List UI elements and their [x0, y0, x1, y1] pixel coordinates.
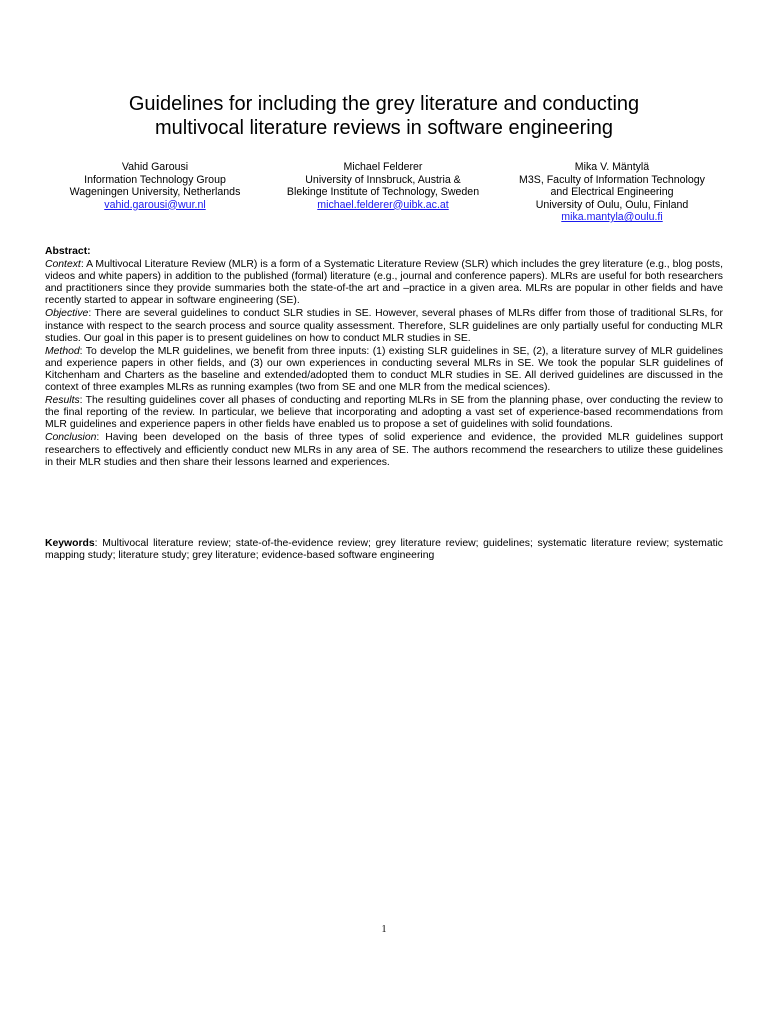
author-block-felderer: [268, 161, 498, 211]
keywords-text: : Multivocal literature review; state-of-the-evidence review; grey literature review; guidelines; systematic literature review; systematic mapping study; literature study; grey literature; evidence-based software engineering: [45, 538, 723, 562]
author-email-link[interactable]: michael.felderer@uibk.ac.at: [317, 198, 449, 211]
context-text: : A Multivocal Literature Review (MLR) is a form of a Systematic Literature Review (SLR) which includes the grey literature (e.g., blog posts, videos and white papers) in addition to the published (formal) literature (e.g., journal and conference papers). MLRs are useful for both researchers and practitioners since they provide summaries both the state-of-the art and –practice in a given area. MLRs are popular in other fields and have recently started to appear in software engineering (SE).: [45, 259, 723, 307]
author-affiliation: Blekinge Institute of Technology, Sweden: [286, 186, 480, 198]
author-affiliation: University of Innsbruck, Austria &: [305, 173, 461, 186]
author-name: Mika V. Mäntylä: [574, 161, 650, 173]
author-affiliation: and Electrical Engineering: [550, 186, 674, 198]
author-block-mantyla: [497, 161, 727, 224]
paper-title: [60, 92, 708, 140]
abstract-heading: Abstract:: [45, 246, 91, 257]
results-text: : The resulting guidelines cover all phases of conducting and reporting MLRs in SE from the planning phase, over conducting the review to the final reporting of the review. In particular, we believe that incorporating and adopting a vast set of experience-based recommendations from MLR guidelines and experience papers in other fields have enabled us to propose a set of guidelines with solid foundations.: [45, 395, 723, 431]
conclusion-text: : Having been developed on the basis of three types of solid experience and evidence, the provided MLR guidelines support researchers to effectively and efficiently conduct new MLRs in any area of SE. The authors recommend the researchers to utilize these guidelines in their MLR studies and then share their lessons learned and experiences.: [45, 432, 723, 468]
page-number: 1: [381, 924, 387, 935]
author-email-link[interactable]: vahid.garousi@wur.nl: [104, 198, 206, 211]
title-line-1: Guidelines for including the grey literature and conducting: [128, 93, 640, 115]
objective-label: Objective: [45, 308, 89, 320]
abstract-conclusion-paragraph: [45, 432, 723, 468]
author-name: Vahid Garousi: [121, 161, 189, 173]
author-name: Michael Felderer: [343, 161, 423, 173]
abstract-results-paragraph: [45, 395, 723, 431]
keywords-label: Keywords: [45, 538, 95, 549]
abstract-method-paragraph: [45, 346, 723, 394]
author-affiliation: University of Oulu, Oulu, Finland: [535, 198, 689, 211]
keywords-section: [45, 538, 723, 562]
objective-text: : There are several guidelines to conduct SLR studies in SE. However, several phases of MLRs differ from those of traditional SLRs, for instance with respect to the search process and source quality assessment. Therefore, SLR guidelines are only partially useful for conducting MLR studies. Our goal in this paper is to present guidelines on how to conduct MLR studies in SE.: [45, 308, 723, 344]
results-label: Results: [45, 395, 80, 407]
abstract-objective-paragraph: [45, 308, 723, 344]
abstract-context-paragraph: [45, 259, 723, 307]
conclusion-label: Conclusion: [45, 432, 97, 444]
author-affiliation: Information Technology Group: [84, 173, 226, 186]
author-affiliation: Wageningen University, Netherlands: [69, 186, 241, 198]
author-block-garousi: [40, 161, 270, 211]
author-email-link[interactable]: mika.mantyla@oulu.fi: [561, 211, 663, 223]
author-affiliation: M3S, Faculty of Information Technology: [519, 173, 705, 186]
method-text: : To develop the MLR guidelines, we benefit from three inputs: (1) existing SLR guidelines in SE, (2), a literature survey of MLR guidelines and experience papers in other fields, and (3) our own experiences in conducting several MLRs in SE. We took the popular SLR guidelines of Kitchenham and Charters as the baseline and extended/adopted them to conduct MLR studies in SE. All derived guidelines are discussed in the context of three examples MLRs as running examples (two from SE and one MLR from the medical sciences).: [45, 345, 723, 394]
context-label: Context: [45, 259, 81, 271]
abstract-section: [45, 246, 723, 470]
title-line-2: multivocal literature reviews in software engineering: [155, 117, 613, 139]
method-label: Method: [45, 345, 80, 357]
